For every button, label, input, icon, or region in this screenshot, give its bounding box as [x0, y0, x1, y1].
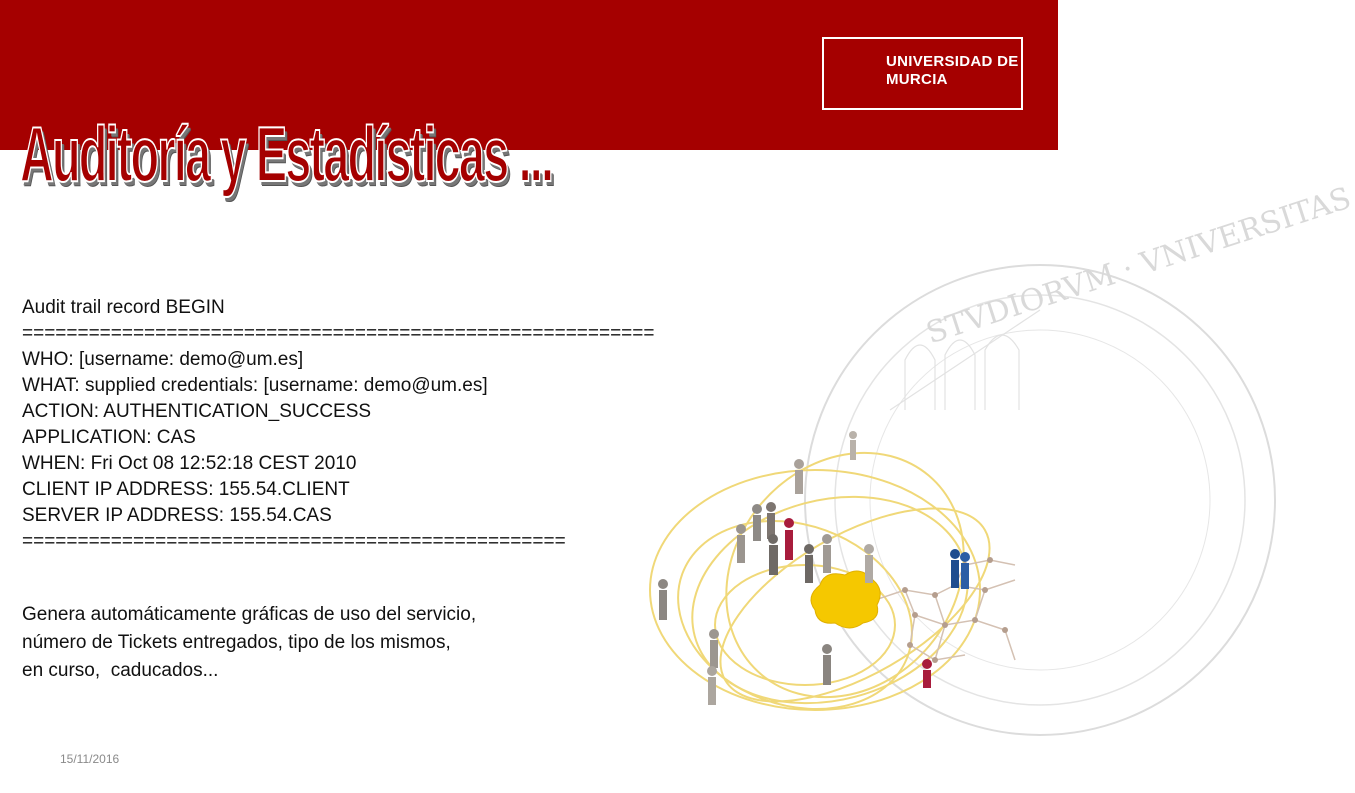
description — [22, 601, 642, 685]
description-line: número de Tickets entregados, tipo de los mismos, — [22, 632, 451, 653]
audit-line: SERVER IP ADDRESS: 155.54.CAS — [22, 505, 332, 526]
audit-line: ACTION: AUTHENTICATION_SUCCESS — [22, 401, 372, 422]
description-line: en curso, caducados... — [22, 660, 219, 681]
network-people-illustration — [645, 415, 1025, 730]
audit-line: Audit trail record BEGIN — [22, 297, 225, 318]
audit-line: APPLICATION: CAS — [22, 427, 196, 448]
audit-line: WHAT: supplied credentials: [username: demo@um.es] — [22, 375, 488, 396]
footer-date: 15/11/2016 — [60, 752, 120, 766]
audit-separator: ========================================================= — [22, 323, 655, 344]
logo-line-2: MURCIA — [886, 71, 948, 88]
audit-separator: ================================================= — [22, 531, 566, 552]
seal-text: STVDIORVM · VNIVERSITAS — [922, 180, 1355, 352]
university-logo — [822, 37, 1023, 110]
logo-line-1: UNIVERSIDAD DE — [886, 53, 1019, 70]
audit-line: WHO: [username: demo@um.es] — [22, 349, 304, 370]
slide-title: Auditoría y Estadísticas ... — [20, 110, 553, 198]
audit-line: CLIENT IP ADDRESS: 155.54.CLIENT — [22, 479, 350, 500]
description-line: Genera automáticamente gráficas de uso del servicio, — [22, 604, 477, 625]
audit-line: WHEN: Fri Oct 08 12:52:18 CEST 2010 — [22, 453, 357, 474]
